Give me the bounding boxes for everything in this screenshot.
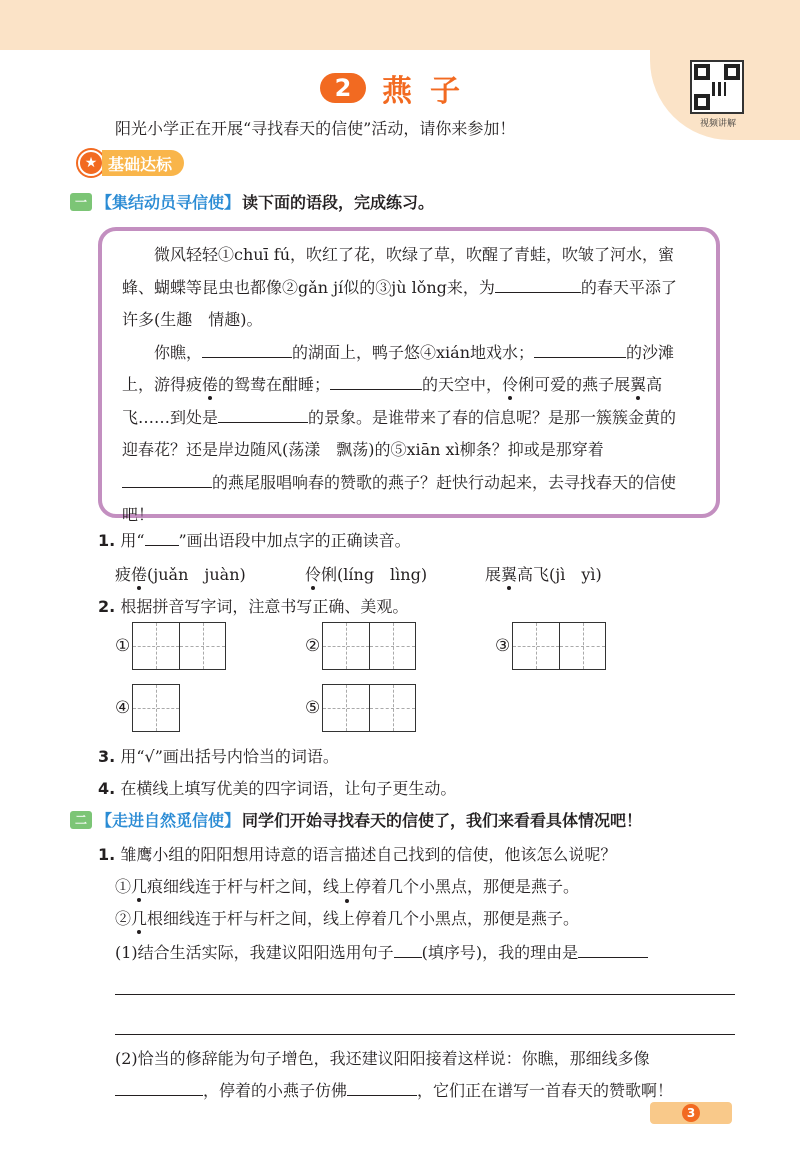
lesson-title bbox=[320, 66, 478, 110]
answer-line[interactable] bbox=[115, 1034, 735, 1035]
grid-label: ③ bbox=[495, 636, 511, 656]
sub-question-2-line2 bbox=[115, 1076, 673, 1101]
word-char: 疲 bbox=[115, 565, 132, 584]
writing-grid-2 bbox=[305, 622, 416, 670]
option-sentence-2 bbox=[115, 906, 579, 929]
fill-blank[interactable] bbox=[534, 338, 626, 358]
dotted-char: 翼 bbox=[501, 565, 518, 584]
question-3 bbox=[98, 744, 339, 767]
qr-label: 视频讲解 bbox=[699, 119, 736, 129]
question-number: 4. bbox=[98, 779, 116, 798]
section-badge bbox=[78, 149, 184, 177]
fill-blank[interactable] bbox=[495, 273, 581, 293]
dotted-char: 伶 bbox=[305, 565, 322, 584]
dotted-char: 倦 bbox=[131, 565, 148, 584]
question-text: 用“ bbox=[120, 531, 145, 550]
subhead-2-text: 同学们开始寻找春天的信使了，我们来看看具体情况吧！ bbox=[242, 811, 643, 830]
lesson-number-badge: 2 bbox=[320, 73, 366, 103]
answer-blank[interactable] bbox=[347, 1076, 417, 1096]
question-number: 1. bbox=[98, 845, 116, 864]
question-text: (1)结合生活实际，我建议阳阳选用句子 bbox=[115, 943, 394, 962]
pinyin-choice[interactable]: 高飞(jì yì) bbox=[517, 565, 602, 584]
medal-icon: ★ bbox=[78, 150, 104, 176]
dotted-char: 翼 bbox=[630, 375, 647, 394]
section-badge-label: 基础达标 bbox=[102, 150, 184, 176]
writing-cell[interactable] bbox=[179, 623, 225, 669]
option-text: 痕细线连于杆与杆之间，线上停着几个小黑点，那便是燕子。 bbox=[147, 877, 580, 896]
writing-cell[interactable] bbox=[323, 685, 369, 731]
qr-code-icon[interactable] bbox=[690, 60, 744, 114]
page-number: 3 bbox=[682, 1104, 700, 1122]
passage-text: 的景象。是谁带来了春的信息呢？是那一簇簇金黄的迎春花？还是岸边随风(荡漾 飘荡)的⑤xiān xì柳条？抑或是那穿着 bbox=[122, 407, 677, 459]
section-number-icon: 二 bbox=[70, 811, 92, 829]
section2-question-1 bbox=[98, 842, 616, 865]
question-number: 2. bbox=[98, 597, 116, 616]
lesson-title-text: 燕子 bbox=[382, 74, 478, 109]
question-text: 雏鹰小组的阳阳想用诗意的语言描述自己找到的信使，他该怎么说呢？ bbox=[120, 845, 617, 864]
question-text: 用“√”画出括号内恰当的词语。 bbox=[120, 747, 339, 766]
passage-text: 的湖面上，鸭子悠④xián地戏水； bbox=[292, 342, 535, 362]
grid-label: ⑤ bbox=[305, 698, 321, 718]
q1-word-2 bbox=[305, 562, 427, 585]
passage-text: 的燕尾服唱响春的赞歌的燕子？赶快行动起来，去寻找春天的信使吧！ bbox=[122, 472, 677, 524]
word-char: 展 bbox=[485, 565, 502, 584]
fill-blank[interactable] bbox=[218, 403, 308, 423]
question-text: ”画出语段中加点字的正确读音。 bbox=[178, 531, 411, 550]
writing-cell[interactable] bbox=[369, 685, 415, 731]
fill-blank[interactable] bbox=[122, 468, 212, 488]
question-text: (2)恰当的修辞能为句子增色，我还建议阳阳接着这样说：你瞧，那细线多像 bbox=[115, 1049, 650, 1068]
grid-label: ④ bbox=[115, 698, 131, 718]
subhead-2 bbox=[70, 808, 642, 831]
sub-question-2 bbox=[115, 1046, 650, 1069]
passage-text: 的天空中， bbox=[422, 375, 503, 394]
question-number: 3. bbox=[98, 747, 116, 766]
writing-cell[interactable] bbox=[133, 685, 179, 731]
option-sentence-1 bbox=[115, 874, 579, 897]
writing-cell[interactable] bbox=[369, 623, 415, 669]
word-char: 俐 bbox=[321, 565, 338, 584]
q1-word-3 bbox=[485, 562, 602, 585]
writing-cell[interactable] bbox=[559, 623, 605, 669]
subhead-1-text: 读下面的语段，完成练习。 bbox=[242, 193, 435, 212]
option-text: 根细线连于杆与杆之间，线上停着几个小黑点，那便是燕子。 bbox=[147, 909, 580, 928]
underline-sample bbox=[145, 532, 179, 546]
passage-text: 俐可爱的燕子展 bbox=[518, 375, 631, 394]
intro-text: 阳光小学正在开展“寻找春天的信使”活动，请你来参加！ bbox=[115, 119, 516, 138]
passage-text: 的沙滩上，游得疲 bbox=[122, 342, 675, 394]
passage-text: 的鸳鸯在酣睡； bbox=[218, 375, 331, 394]
subhead-1-bracket: 【集结动员寻信使】 bbox=[96, 193, 241, 212]
answer-line[interactable] bbox=[115, 994, 735, 995]
passage-text: 高飞……到处是 bbox=[122, 375, 663, 427]
question-text: 根据拼音写字词，注意书写正确、美观。 bbox=[120, 597, 409, 616]
question-text: (填序号)，我的理由是 bbox=[421, 943, 579, 962]
option-number: ② bbox=[115, 909, 132, 928]
section-number-icon: 一 bbox=[70, 193, 92, 211]
writing-cell[interactable] bbox=[323, 623, 369, 669]
writing-grid-1 bbox=[115, 622, 226, 670]
writing-grid-4 bbox=[115, 684, 180, 732]
reading-passage bbox=[98, 227, 720, 524]
dotted-char: 伶 bbox=[502, 375, 519, 394]
dotted-char: 几 bbox=[131, 877, 148, 896]
sub-question-1 bbox=[115, 938, 648, 963]
question-4 bbox=[98, 776, 456, 799]
grid-label: ② bbox=[305, 636, 321, 656]
passage-text: 微风轻轻①chuī fú，吹红了花，吹绿了草，吹醒了青蛙，吹皱了河水，蜜蜂、蝴蝶等昆虫也都像②gǎn jí似的③jù lǒng来，为 bbox=[122, 245, 675, 297]
grid-label: ① bbox=[115, 636, 131, 656]
page-number-badge bbox=[650, 1102, 732, 1124]
answer-blank[interactable] bbox=[115, 1076, 203, 1096]
writing-grid-3 bbox=[495, 622, 606, 670]
question-1 bbox=[98, 528, 411, 551]
fill-blank[interactable] bbox=[330, 370, 422, 390]
question-text: ，它们正在谱写一首春天的赞歌啊！ bbox=[417, 1081, 674, 1100]
writing-grid-5 bbox=[305, 684, 416, 732]
question-2 bbox=[98, 594, 408, 617]
passage-text: 你瞧， bbox=[154, 342, 203, 362]
question-number: 1. bbox=[98, 531, 116, 550]
dotted-char: 倦 bbox=[202, 375, 219, 394]
q1-word-1 bbox=[115, 562, 246, 585]
pinyin-choice[interactable]: (juǎn juàn) bbox=[147, 565, 246, 584]
option-number: ① bbox=[115, 877, 132, 896]
fill-blank[interactable] bbox=[202, 338, 292, 358]
question-text: 在横线上填写优美的四字词语，让句子更生动。 bbox=[120, 779, 457, 798]
passage-paragraph-1 bbox=[122, 239, 692, 337]
question-text: ，停着的小燕子仿佛 bbox=[203, 1081, 348, 1100]
passage-paragraph-2 bbox=[122, 337, 692, 532]
subhead-1 bbox=[70, 190, 434, 213]
pinyin-choice[interactable]: (líng lìng) bbox=[337, 565, 428, 584]
answer-blank[interactable] bbox=[394, 938, 422, 958]
passage-text: 的春天平添了许多(生趣 情趣)。 bbox=[122, 277, 677, 329]
writing-cell[interactable] bbox=[133, 623, 179, 669]
writing-cell[interactable] bbox=[513, 623, 559, 669]
dotted-char: 几 bbox=[131, 909, 148, 928]
subhead-2-bracket: 【走进自然觅信使】 bbox=[96, 811, 241, 830]
answer-blank[interactable] bbox=[578, 938, 648, 958]
